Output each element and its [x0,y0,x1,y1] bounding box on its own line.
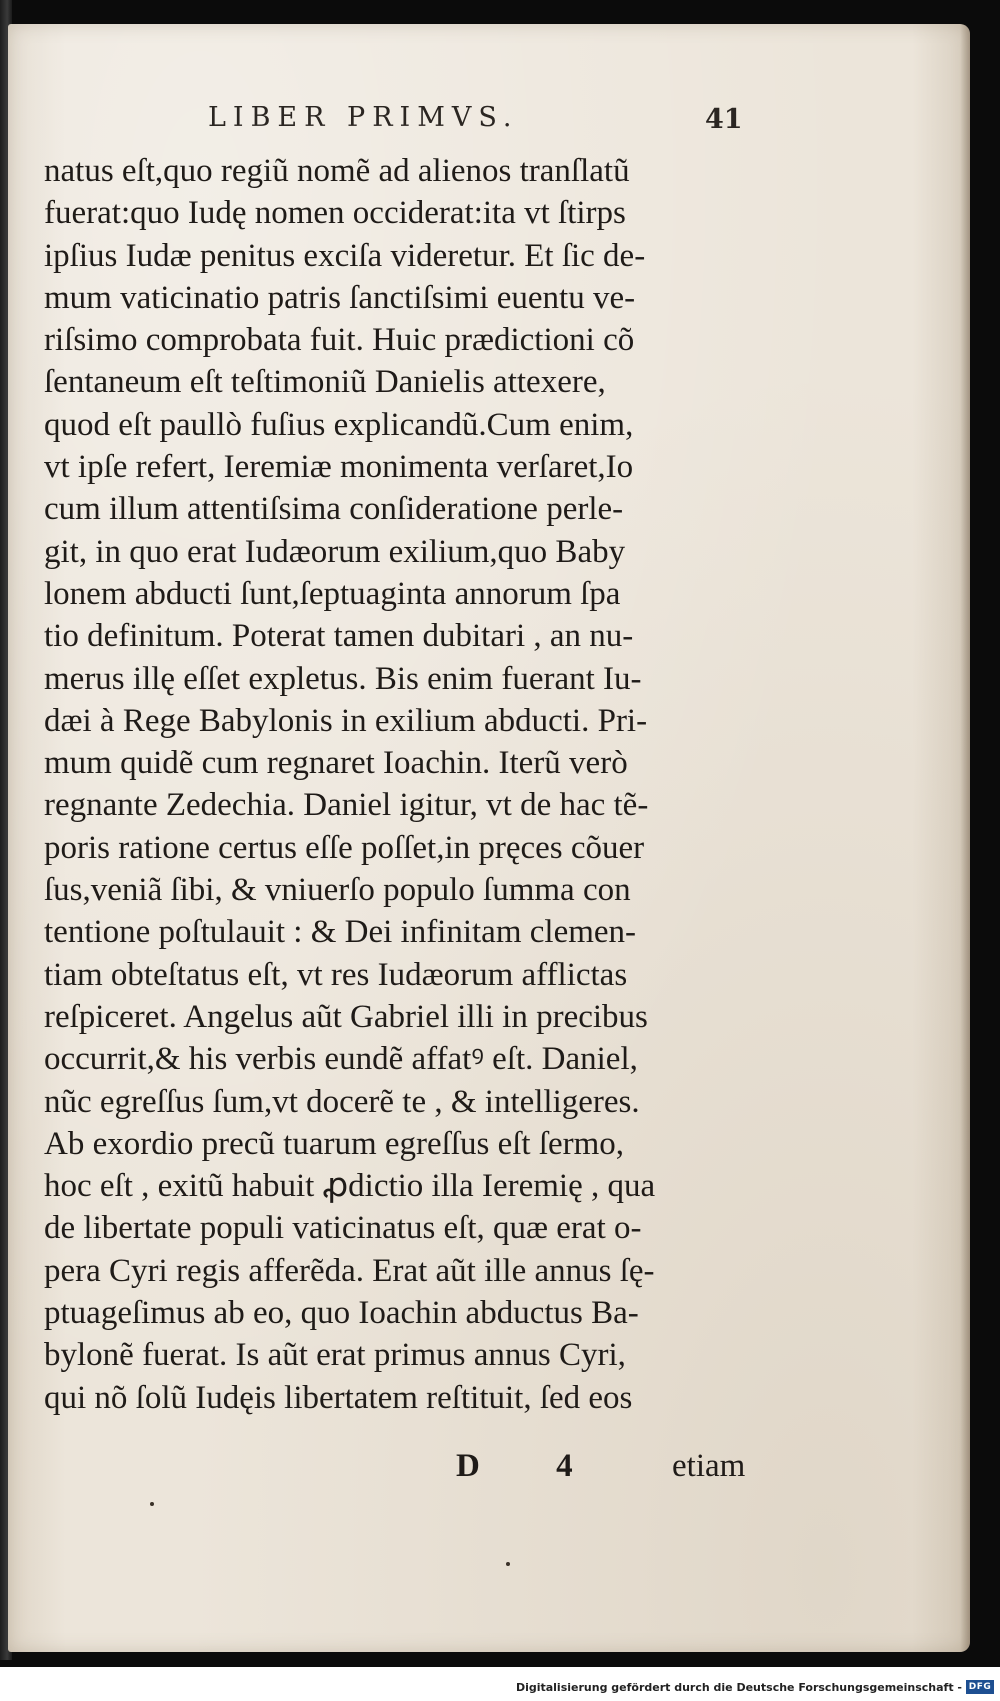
text-line: regnante Zedechia. Daniel igitur, vt de hac tẽ- [44,787,649,824]
text-line: Ab exordio precũ tuarum egreſſus eſt ſermo, [44,1125,625,1162]
text-block [44,150,774,1419]
text-line: mum quidẽ cum regnaret Ioachin. Iterũ verò [44,745,628,782]
catchword: etiam [672,1448,746,1484]
text-line: ſus,veniã ſibi, & vniuerſo populo ſumma con [44,872,631,909]
text-line: quod eſt paullò fuſius explicandũ.Cum enim, [44,406,634,443]
ink-speck [506,1562,510,1566]
text-line: tio definitum. Poterat tamen dubitari , an nu- [44,618,634,655]
running-head: LIBER PRIMVS. [208,102,519,133]
text-line: poris ratione certus eſſe poſſet,in pręces cõuer [44,829,645,866]
text-line: ſentaneum eſt teſtimoniũ Danielis attexere, [44,364,606,401]
text-line: natus eſt,quo regiũ nomẽ ad alienos tranſlatũ [44,153,630,189]
text-line: fuerat:quo Iudę nomen occiderat:ita vt ſtirps [44,195,626,232]
text-line: lonem abducti ſunt,ſeptuaginta annorum ſpa [44,575,621,612]
signature-mark: D 4 [456,1448,607,1484]
text-line: cum illum attentiſsima conſideratione perle- [44,491,624,528]
dfg-logo-icon: DFG [966,1680,994,1694]
text-line: occurrit,& his verbis eundẽ affatꝰ eſt. Daniel, [44,1041,638,1078]
text-line: ipſius Iudæ penitus exciſa videretur. Et ſic de- [44,237,646,274]
text-line: vt ipſe refert, Ieremiæ monimenta verſaret,Io [44,449,634,486]
footer-credit: Digitalisierung gefördert durch die Deutsche Forschungsgemeinschaft - [515,1681,962,1694]
text-line: reſpiceret. Angelus aũt Gabriel illi in precibus [44,998,648,1035]
text-line: pera Cyri regis afferẽda. Erat aũt ille annus ſę- [44,1252,655,1289]
book-page [8,24,970,1652]
catch-line [8,1448,970,1488]
footer-bar [0,1667,1000,1701]
page-number: 41 [705,104,743,135]
ink-speck [150,1502,154,1506]
text-line: dæi à Rege Babylonis in exilium abducti. Pri- [44,702,648,739]
text-line: nũc egreſſus ſum,vt docerẽ te , & intelligeres. [44,1083,640,1120]
text-line: tiam obteſtatus eſt, vt res Iudæorum afflictas [44,956,628,993]
page-edge-shadow [960,24,970,1652]
text-line: mum vaticinatio patris ſanctiſsimi euentu ve- [44,279,636,316]
text-line: tentione poſtulauit : & Dei infinitam clemen- [44,914,637,951]
text-line: riſsimo comprobata fuit. Huic prædictioni cõ [44,322,635,359]
text-line: merus illę eſſet expletus. Bis enim fuerant Iu- [44,660,642,697]
text-line: ptuageſimus ab eo, quo Ioachin abductus Ba- [44,1295,639,1332]
text-line: hoc eſt , exitũ habuit ꝓdictio illa Ieremię , qua [44,1168,656,1205]
text-line: bylonẽ fuerat. Is aũt erat primus annus Cyri, [44,1337,626,1374]
text-line: de libertate populi vaticinatus eſt, quæ erat o- [44,1210,642,1247]
text-line: git, in quo erat Iudæorum exilium,quo Baby [44,533,626,570]
text-line: qui nõ ſolũ Iudęis libertatem reſtituit, ſed eos [44,1379,633,1416]
